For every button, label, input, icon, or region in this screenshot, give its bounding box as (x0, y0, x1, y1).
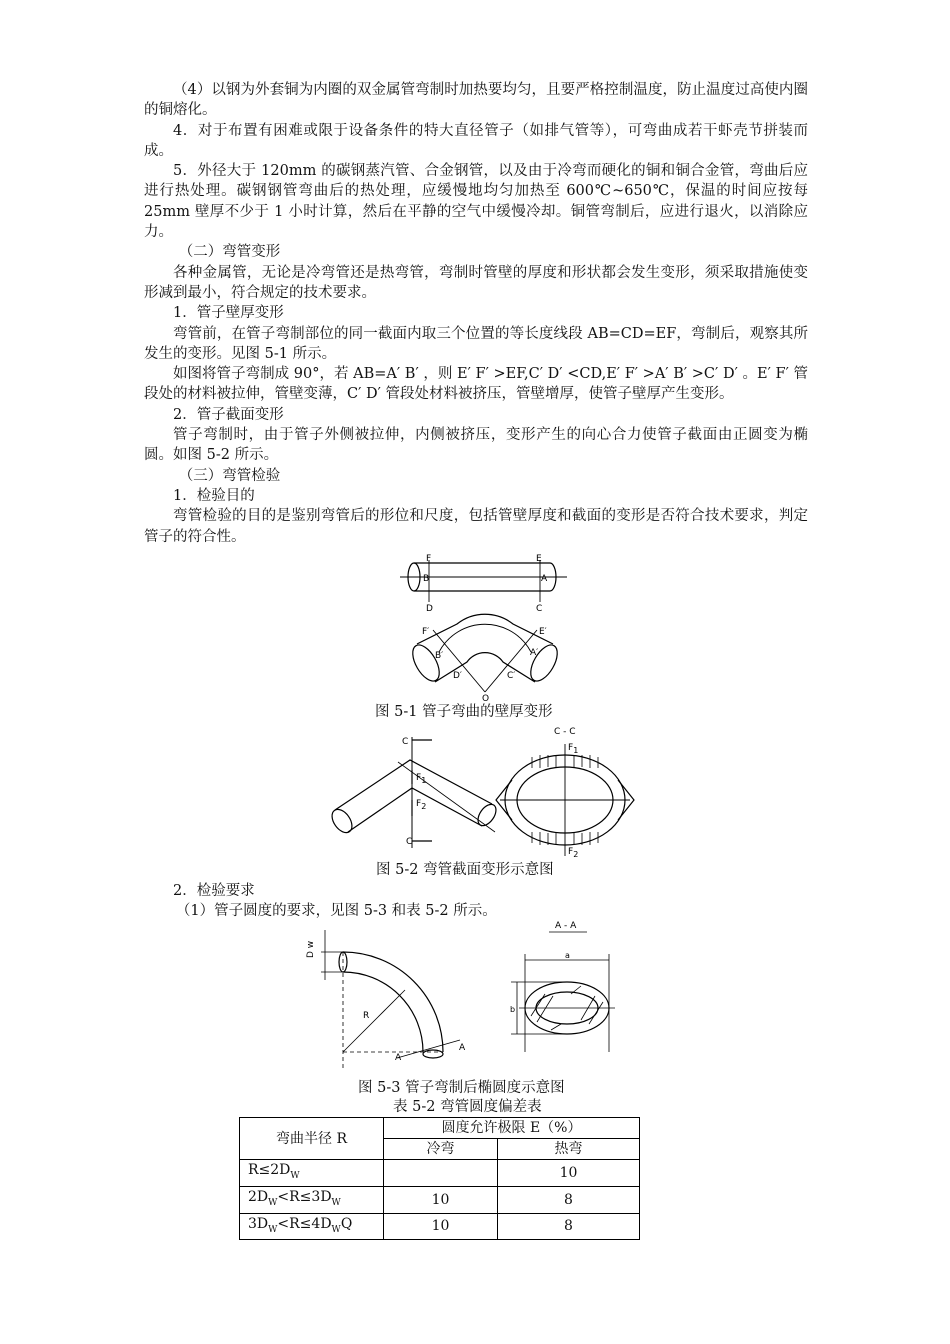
fig1-label-C: C (536, 604, 543, 614)
paragraph: 如图将管子弯制成 90°，若 AB=A′ B′ ，则 E′ F′ >EF,C′ D′ <CD,E′ F′ >A′ B′ >C′ D′ 。E′ F′ 管段处的材料被拉伸，管壁变薄，C′ D′ 管段处材料被挤压，管壁增厚，使管子壁厚产生变形。 (144, 366, 808, 403)
fig1-label-Dp: D′ (453, 671, 462, 681)
figure-5-3 (305, 920, 645, 1075)
paragraph: 各种金属管，无论是冷弯管还是热弯管，弯制时管壁的厚度和形状都会发生变形，须采取措施使变形减到最小，符合规定的技术要求。 (144, 264, 808, 301)
cell-radius: $R\le 2D_W$ (240, 1160, 384, 1187)
fig3-label-R: R (363, 1011, 370, 1021)
body-text-2 (144, 881, 808, 922)
fig2-section-label: C - C (554, 727, 576, 737)
fig1-label-E: E (536, 554, 542, 564)
table-row (240, 1118, 640, 1139)
fig2-label-F2: F2 (416, 799, 427, 811)
fig1-label-F: F (426, 554, 432, 564)
cell-cold (384, 1160, 498, 1187)
cell-hot: 8 (498, 1186, 640, 1213)
table-row (240, 1213, 640, 1240)
fig1-label-B: B (423, 574, 430, 584)
table-row (240, 1186, 640, 1213)
fig1-label-Bp: B′ (435, 651, 444, 661)
fig3-label-a: a (565, 951, 570, 960)
figure-5-2 (320, 722, 640, 857)
cell-hot: 8 (498, 1213, 640, 1240)
figure-5-3-caption: 图 5-3 管子弯制后椭圆度示意图 (358, 1080, 565, 1096)
cell-hot: 10 (498, 1160, 640, 1187)
fig2-label-F1-section: F1 (568, 743, 579, 755)
fig1-label-Ep: E′ (539, 627, 547, 637)
section-heading: （三）弯管检验 (178, 467, 281, 484)
paragraph: 弯管前，在管子弯制部位的同一截面内取三个位置的等长度线段 AB=CD=EF，弯制后，观察其所发生的变形。见图 5-1 所示。 (144, 325, 808, 362)
cell-cold: 10 (384, 1213, 498, 1240)
subsection-heading: 1．管子壁厚变形 (173, 305, 284, 322)
table-5-2-caption: 表 5-2 弯管圆度偏差表 (393, 1099, 542, 1115)
fig3-label-A-left: A (395, 1053, 402, 1063)
header-limit: 圆度允许极限 E（%） (384, 1118, 640, 1139)
paragraph: （1）管子圆度的要求，见图 5-3 和表 5-2 所示。 (175, 903, 497, 920)
subsection-heading: 2．检验要求 (173, 883, 255, 899)
cell-radius: $2D_W<R\le 3D_W$ (240, 1186, 384, 1213)
fig3-section-label: A - A (555, 921, 577, 931)
figure-5-2-caption: 图 5-2 弯管截面变形示意图 (376, 862, 554, 878)
subsection-heading: 2．管子截面变形 (173, 406, 284, 423)
table-row (240, 1160, 640, 1187)
paragraph: （4）以钢为外套铜为内圈的双金属管弯制时加热要均匀，且要严格控制温度，防止温度过高使内圈的铜熔化。 (144, 82, 808, 119)
paragraph: 管子弯制时，由于管子外侧被拉伸，内侧被挤压，变形产生的向心合力使管子截面由正圆变为椭圆。如图 5-2 所示。 (144, 427, 808, 464)
fig2-label-C-top: C (402, 737, 409, 747)
fig1-label-Cp: C′ (507, 671, 516, 681)
paragraph: 4．对于布置有困难或限于设备条件的特大直径管子（如排气管等），可弯曲成若干虾壳节拼装而成。 (144, 122, 808, 159)
figure-5-1 (395, 552, 575, 702)
fig1-label-D: D (426, 604, 433, 614)
fig1-label-Fp: F′ (422, 627, 430, 637)
fig3-label-Dw: D w (306, 940, 316, 958)
fig3-label-b: b (510, 1005, 516, 1014)
paragraph: 弯管检验的目的是鉴别弯管后的形位和尺度，包括管壁厚度和截面的变形是否符合技术要求，判定管子的符合性。 (144, 508, 808, 545)
paragraph: 5．外径大于 120mm 的碳钢蒸汽管、合金钢管，以及由于冷弯而硬化的铜和铜合金管，弯曲后应进行热处理。碳钢钢管弯曲后的热处理，应缓慢地均匀加热至 600℃~650℃，保温的时间应按每 25mm 壁厚不少于 1 小时计算，然后在平静的空气中缓慢冷却。铜管弯制后，应进行退火，以消除应力。 (144, 163, 808, 241)
cell-cold: 10 (384, 1186, 498, 1213)
fig2-label-C-bottom: C (406, 837, 413, 847)
header-cold: 冷弯 (384, 1139, 498, 1160)
fig1-label-A: A (541, 574, 548, 584)
roundness-deviation-table (239, 1117, 640, 1240)
header-radius: 弯曲半径 R (240, 1118, 384, 1160)
figure-5-1-caption: 图 5-1 管子弯曲的壁厚变形 (375, 704, 553, 720)
fig2-label-F2-section: F2 (568, 847, 579, 857)
subsection-heading: 1．检验目的 (173, 487, 255, 504)
header-hot: 热弯 (498, 1139, 640, 1160)
cell-radius: $3D_W<R\le 4D_WQ$ (240, 1213, 384, 1240)
fig1-label-Ap: A′ (530, 648, 539, 658)
fig1-label-O: O (482, 694, 490, 702)
section-heading: （二）弯管变形 (178, 244, 281, 261)
fig2-label-F1: F1 (416, 773, 427, 785)
fig3-label-A-right: A (459, 1043, 466, 1053)
body-text (144, 80, 808, 547)
